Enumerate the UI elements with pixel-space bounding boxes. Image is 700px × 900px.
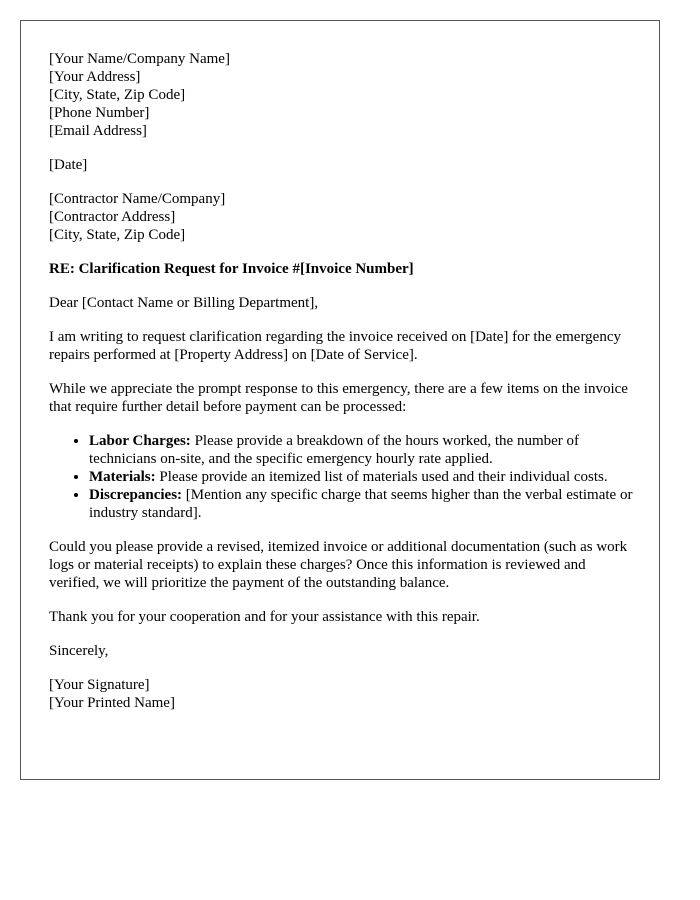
recipient-address: [Contractor Address]	[49, 209, 176, 225]
letter-content	[49, 50, 639, 728]
sender-block	[49, 50, 639, 140]
list-item-text: Please provide a breakdown of the hours worked, the number of technicians on-site, and the specific emergency hourly rate applied.	[89, 433, 580, 467]
subject-line: RE: Clarification Request for Invoice #[Invoice Number]	[49, 261, 414, 277]
list-item-label: Materials:	[89, 469, 156, 485]
recipient-city: [City, State, Zip Code]	[49, 227, 186, 243]
recipient-block	[49, 190, 639, 244]
letter-page	[20, 20, 660, 780]
salutation: Dear [Contact Name or Billing Department],	[49, 295, 319, 311]
paragraph-thanks: Thank you for your cooperation and for your assistance with this repair.	[49, 609, 480, 625]
list-item-materials	[89, 468, 639, 486]
clarification-list	[49, 432, 639, 522]
list-item-label: Discrepancies:	[89, 487, 183, 503]
signature-line: [Your Signature]	[49, 677, 150, 693]
recipient-name: [Contractor Name/Company]	[49, 191, 226, 207]
printed-name: [Your Printed Name]	[49, 695, 175, 711]
sender-email: [Email Address]	[49, 123, 147, 139]
sender-name: [Your Name/Company Name]	[49, 51, 230, 67]
sender-city: [City, State, Zip Code]	[49, 87, 186, 103]
paragraph-items-lead: While we appreciate the prompt response to this emergency, there are a few items on the invoice that require further detail before payment can be processed:	[49, 381, 628, 415]
sender-phone: [Phone Number]	[49, 105, 150, 121]
list-item-text: [Mention any specific charge that seems higher than the verbal estimate or industry standard].	[89, 487, 633, 521]
letter-date: [Date]	[49, 157, 88, 173]
paragraph-intro: I am writing to request clarification regarding the invoice received on [Date] for the emergency repairs performed at [Property Address] on [Date of Service].	[49, 329, 621, 363]
signature-block	[49, 676, 639, 712]
list-item-labor	[89, 432, 639, 468]
closing: Sincerely,	[49, 643, 109, 659]
list-item-text: Please provide an itemized list of materials used and their individual costs.	[155, 469, 608, 485]
paragraph-request: Could you please provide a revised, itemized invoice or additional documentation (such as work logs or material receipts) to explain these charges? Once this information is reviewed and verified, we will prioritize the payment of the outstanding balance.	[49, 539, 628, 591]
list-item-label: Labor Charges:	[89, 433, 191, 449]
list-item-discrepancies	[89, 486, 639, 522]
sender-address: [Your Address]	[49, 69, 141, 85]
date-block	[49, 156, 639, 174]
